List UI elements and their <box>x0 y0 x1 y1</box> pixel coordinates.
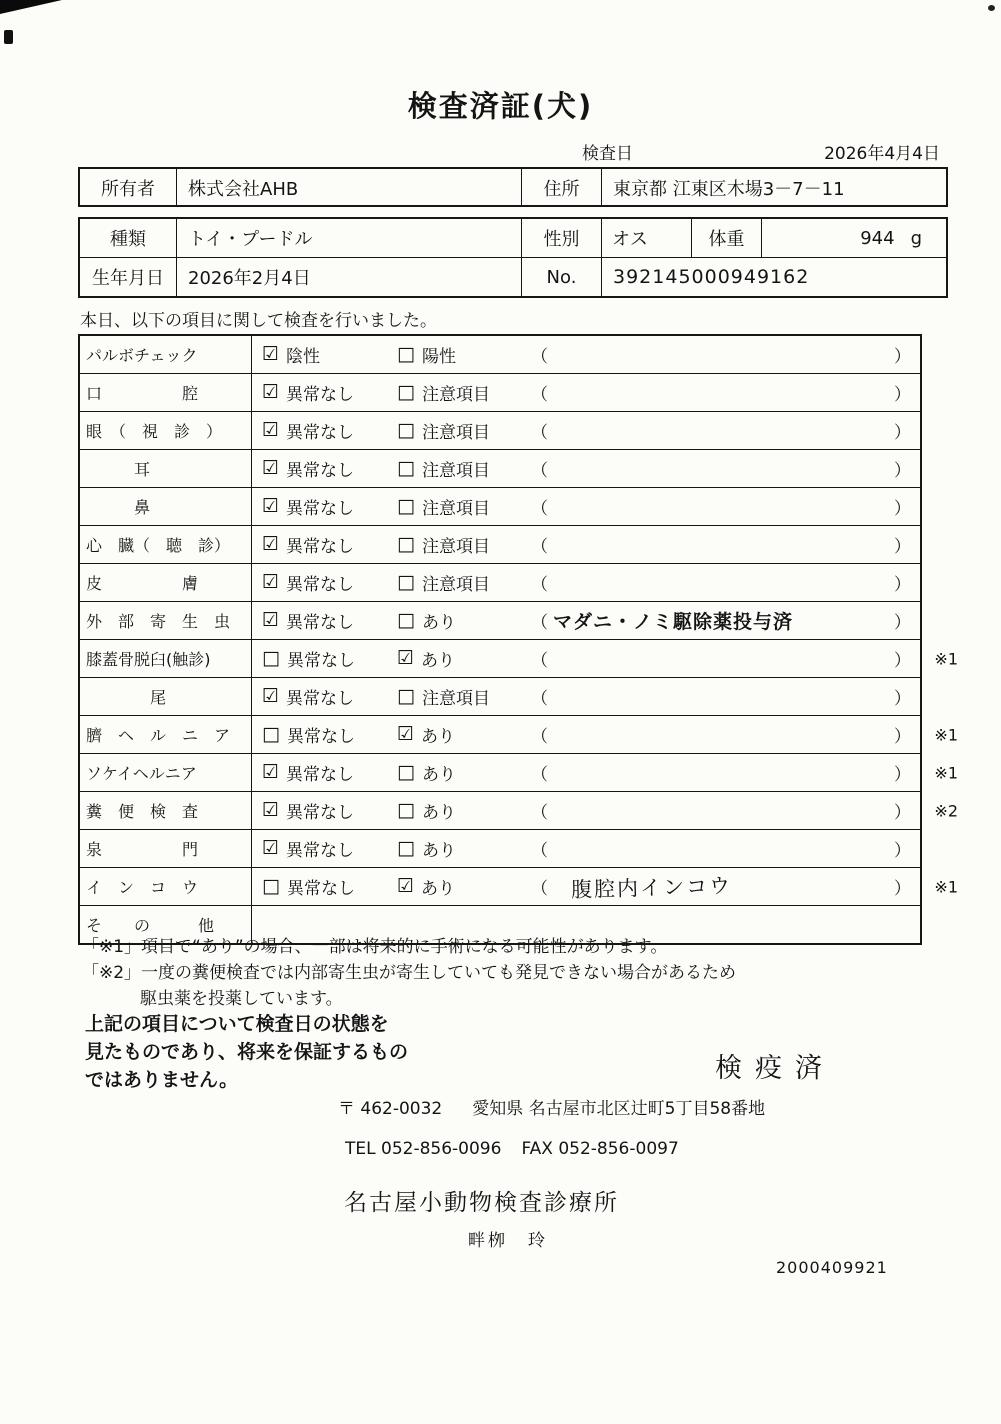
option-2 <box>387 494 522 519</box>
clinic-fax: FAX 052-856-0097 <box>521 1139 679 1159</box>
sex-value: オス <box>602 219 692 257</box>
checkbox-icon: □ <box>397 381 415 403</box>
comment-cell <box>522 570 920 595</box>
item-label: 糞 便 検 査 <box>80 792 252 829</box>
option-2 <box>387 836 522 861</box>
option-2-label: 注意項目 <box>421 499 490 519</box>
option-1-label: 異常なし <box>286 575 355 595</box>
clinic-address-line <box>338 1094 765 1119</box>
option-2-label: あり <box>421 803 456 823</box>
disclaimer-line-2: 見たものであり、将来を保証するもの <box>85 1041 409 1063</box>
checklist-row <box>80 449 920 487</box>
close-paren-icon: ） <box>894 347 911 367</box>
option-1-label: 異常なし <box>286 461 355 481</box>
checklist-row <box>80 601 920 639</box>
checkbox-icon: □ <box>397 419 415 441</box>
option-1 <box>252 456 387 481</box>
item-label: 口 腔 <box>80 374 252 411</box>
option-2-label: あり <box>421 841 456 861</box>
no-value: 392145000949162 <box>613 266 810 288</box>
close-paren-icon: ） <box>894 727 911 747</box>
breed-label: 種類 <box>80 219 177 257</box>
comment-cell <box>522 456 920 481</box>
item-label: パルボチェック <box>80 336 252 373</box>
option-2 <box>387 646 522 671</box>
option-1 <box>252 646 387 671</box>
comment-cell <box>522 607 920 634</box>
comment-cell <box>522 342 920 367</box>
option-2 <box>387 456 522 481</box>
checklist-row <box>80 373 920 411</box>
comment-cell <box>522 760 920 785</box>
option-2 <box>387 874 522 899</box>
option-2 <box>387 532 522 557</box>
option-1-label: 異常なし <box>286 879 355 899</box>
checkbox-icon: ☑ <box>262 533 280 555</box>
scan-artifact-speck <box>988 5 995 11</box>
option-2-label: 注意項目 <box>421 689 490 709</box>
option-2-label: 注意項目 <box>421 385 490 405</box>
comment-text: マダニ・ノミ駆除薬投与済 <box>553 611 794 633</box>
option-2-label: 注意項目 <box>421 537 490 557</box>
checkbox-icon: □ <box>397 761 415 783</box>
option-1-label: 異常なし <box>286 689 355 709</box>
checkbox-icon: □ <box>397 533 415 555</box>
owner-table <box>78 167 948 207</box>
clinic-address: 愛知県 名古屋市北区辻町5丁目58番地 <box>472 1099 766 1119</box>
open-paren-icon: （ <box>531 727 548 747</box>
item-label: 心 臓（ 聴 診） <box>80 526 252 563</box>
checklist-row <box>80 336 920 373</box>
open-paren-icon: （ <box>531 879 548 899</box>
close-paren-icon: ） <box>894 461 911 481</box>
option-1-label: 異常なし <box>286 841 355 861</box>
item-label: そ の 他 <box>80 906 252 943</box>
checkbox-icon: ☑ <box>397 723 415 745</box>
option-2 <box>387 570 522 595</box>
option-1 <box>252 684 387 709</box>
item-label: 皮 膚 <box>80 564 252 601</box>
owner-label: 所有者 <box>80 169 177 207</box>
checkbox-icon: ☑ <box>262 457 280 479</box>
option-2 <box>387 342 522 367</box>
intro-text: 本日、以下の項目に関して検査を行いました。 <box>80 311 437 331</box>
close-paren-icon: ） <box>894 423 911 443</box>
open-paren-icon: （ <box>531 499 548 519</box>
footnotes <box>82 934 736 1012</box>
note-marker: ※2 <box>934 801 958 820</box>
footnote-2-continued: 駆虫薬を投薬しています。 <box>140 989 343 1009</box>
checkbox-icon: ☑ <box>262 381 280 403</box>
disclaimer-line-3: ではありません。 <box>85 1069 239 1091</box>
option-2-label: あり <box>421 765 456 785</box>
checkbox-icon: ☑ <box>262 799 280 821</box>
checkbox-icon: ☑ <box>262 495 280 517</box>
option-1 <box>252 418 387 443</box>
item-label: 鼻 <box>80 488 252 525</box>
disclaimer-line-1: 上記の項目について検査日の状態を <box>85 1013 389 1035</box>
checkbox-icon: □ <box>262 647 280 669</box>
inspection-date-row <box>582 139 940 164</box>
scan-artifact-corner <box>0 0 62 14</box>
item-label: 膝蓋骨脱臼(触診) <box>80 640 252 677</box>
option-1 <box>252 798 387 823</box>
option-1-label: 異常なし <box>286 423 355 443</box>
owner-value: 株式会社AHB <box>177 169 522 207</box>
item-label: イ ン コ ウ <box>80 868 252 905</box>
checkbox-icon: □ <box>397 571 415 593</box>
comment-cell <box>522 722 920 747</box>
checkbox-icon: ☑ <box>262 761 280 783</box>
checklist-row <box>80 791 958 829</box>
open-paren-icon: （ <box>531 347 548 367</box>
option-1 <box>252 760 387 785</box>
note-marker: ※1 <box>934 725 958 744</box>
option-1-label: 異常なし <box>286 537 355 557</box>
owner-address-label: 住所 <box>522 169 602 207</box>
checklist-row <box>80 487 920 525</box>
option-1-label: 異常なし <box>286 499 355 519</box>
option-2 <box>387 722 522 747</box>
checkbox-icon: □ <box>262 875 280 897</box>
checkbox-icon: □ <box>397 685 415 707</box>
checkbox-icon: ☑ <box>397 647 415 669</box>
breed-value: トイ・プードル <box>177 219 522 257</box>
examiner-name: 畔栁 玲 <box>468 1231 548 1251</box>
clinic-name: 名古屋小動物検査診療所 <box>344 1190 619 1216</box>
open-paren-icon: （ <box>531 689 548 709</box>
inspection-date-value: 2026年4月4日 <box>824 144 940 164</box>
option-2-label: 陽性 <box>421 347 456 367</box>
item-label: ソケイヘルニア <box>80 754 252 791</box>
option-1 <box>252 874 387 899</box>
option-1-label: 異常なし <box>286 651 355 671</box>
checkbox-icon: ☑ <box>262 685 280 707</box>
checkbox-icon: ☑ <box>262 837 280 859</box>
open-paren-icon: （ <box>531 423 548 443</box>
weight-label: 体重 <box>692 219 762 257</box>
comment-cell <box>522 872 920 902</box>
note-marker: ※1 <box>934 877 958 896</box>
option-1-label: 異常なし <box>286 727 355 747</box>
footnote-2: 「※2」一度の糞便検査では内部寄生虫が寄生していても発見できない場合があるため <box>82 963 737 983</box>
option-2 <box>387 418 522 443</box>
scan-artifact-speck <box>4 30 13 44</box>
pet-row-2 <box>80 257 946 296</box>
option-1 <box>252 342 387 367</box>
comment-text: 腹腔内インコウ <box>570 873 733 902</box>
close-paren-icon: ） <box>894 765 911 785</box>
checkbox-icon: ☑ <box>262 343 280 365</box>
option-2 <box>387 684 522 709</box>
option-2 <box>387 608 522 633</box>
option-1 <box>252 380 387 405</box>
birth-label: 生年月日 <box>80 258 177 296</box>
close-paren-icon: ） <box>894 575 911 595</box>
option-1 <box>252 570 387 595</box>
open-paren-icon: （ <box>531 803 548 823</box>
close-paren-icon: ） <box>894 651 911 671</box>
checkbox-icon: ☑ <box>397 875 415 897</box>
close-paren-icon: ） <box>894 499 911 519</box>
option-2-label: あり <box>421 879 456 899</box>
comment-cell <box>522 380 920 405</box>
checklist-row <box>80 715 958 753</box>
option-1-label: 異常なし <box>286 385 355 405</box>
close-paren-icon: ） <box>894 689 911 709</box>
checklist-table <box>78 334 958 945</box>
close-paren-icon: ） <box>894 879 911 899</box>
checklist-body <box>80 336 958 943</box>
option-1 <box>252 722 387 747</box>
sex-label: 性別 <box>522 219 602 257</box>
option-1 <box>252 836 387 861</box>
checklist-row <box>80 753 958 791</box>
clinic-tel: TEL 052-856-0096 <box>345 1139 502 1159</box>
owner-address-value: 東京都 江東区木場3－7－11 <box>613 179 845 200</box>
open-paren-icon: （ <box>531 537 548 557</box>
checklist-row <box>80 867 958 905</box>
document-number: 2000409921 <box>776 1258 888 1277</box>
checklist-row <box>80 829 920 867</box>
comment-cell <box>522 646 920 671</box>
weight-value: 944 <box>860 227 895 249</box>
item-label: 泉 門 <box>80 830 252 867</box>
option-2-label: 注意項目 <box>421 461 490 481</box>
checklist-row <box>80 525 920 563</box>
clinic-phone-line <box>345 1139 679 1159</box>
open-paren-icon: （ <box>531 613 548 633</box>
quarantine-stamp: 検疫済 <box>715 1053 835 1084</box>
option-2-label: あり <box>421 651 456 671</box>
close-paren-icon: ） <box>894 841 911 861</box>
option-2-label: あり <box>421 727 456 747</box>
item-label: 耳 <box>80 450 252 487</box>
option-2-label: 注意項目 <box>421 575 490 595</box>
option-1 <box>252 494 387 519</box>
item-label: 尾 <box>80 678 252 715</box>
pet-row-1 <box>80 219 946 257</box>
open-paren-icon: （ <box>531 385 548 405</box>
comment-cell <box>522 532 920 557</box>
option-1-label: 異常なし <box>286 803 355 823</box>
option-2-label: あり <box>421 613 456 633</box>
inspection-date-label: 検査日 <box>582 144 633 164</box>
checkbox-icon: □ <box>397 799 415 821</box>
close-paren-icon: ） <box>894 537 911 557</box>
option-2 <box>387 760 522 785</box>
option-1 <box>252 532 387 557</box>
option-2 <box>387 380 522 405</box>
checklist-row <box>80 677 920 715</box>
checkbox-icon: □ <box>397 343 415 365</box>
item-label: 臍 ヘ ル ニ ア <box>80 716 252 753</box>
option-2-label: 注意項目 <box>421 423 490 443</box>
close-paren-icon: ） <box>894 803 911 823</box>
birth-value: 2026年2月4日 <box>177 258 522 296</box>
note-marker: ※1 <box>934 649 958 668</box>
close-paren-icon: ） <box>894 385 911 405</box>
checkbox-icon: ☑ <box>262 419 280 441</box>
comment-cell <box>522 836 920 861</box>
comment-cell <box>522 494 920 519</box>
item-label: 眼 （ 視 診 ） <box>80 412 252 449</box>
disclaimer <box>85 1010 408 1094</box>
open-paren-icon: （ <box>531 651 548 671</box>
open-paren-icon: （ <box>531 765 548 785</box>
checklist-row <box>80 639 958 677</box>
open-paren-icon: （ <box>531 461 548 481</box>
option-1 <box>252 608 387 633</box>
comment-cell <box>522 798 920 823</box>
checkbox-icon: □ <box>397 495 415 517</box>
option-2 <box>387 798 522 823</box>
option-1-label: 陰性 <box>286 347 321 367</box>
note-marker: ※1 <box>934 763 958 782</box>
checkbox-icon: □ <box>397 457 415 479</box>
owner-row <box>80 169 946 207</box>
checklist-row <box>80 563 920 601</box>
pet-table <box>78 217 948 298</box>
no-label: No. <box>522 258 602 296</box>
checkbox-icon: ☑ <box>262 571 280 593</box>
checklist-row <box>80 411 920 449</box>
checkbox-icon: □ <box>262 723 280 745</box>
clinic-postal-code: 〒 462-0032 <box>338 1099 443 1119</box>
option-1-label: 異常なし <box>286 613 355 633</box>
option-1-label: 異常なし <box>286 765 355 785</box>
checkbox-icon: ☑ <box>262 609 280 631</box>
checkbox-icon: □ <box>397 609 415 631</box>
open-paren-icon: （ <box>531 575 548 595</box>
weight-value-cell <box>762 219 946 257</box>
open-paren-icon: （ <box>531 841 548 861</box>
checkbox-icon: □ <box>397 837 415 859</box>
close-paren-icon: ） <box>894 613 911 633</box>
footnote-1: 「※1」項目で“あり”の場合、一部は将来的に手術になる可能性があります。 <box>82 937 668 957</box>
weight-unit: g <box>910 227 922 249</box>
comment-cell <box>522 684 920 709</box>
comment-cell <box>522 418 920 443</box>
item-label: 外 部 寄 生 虫 <box>80 602 252 639</box>
page-title: 検査済証(犬) <box>407 89 594 123</box>
